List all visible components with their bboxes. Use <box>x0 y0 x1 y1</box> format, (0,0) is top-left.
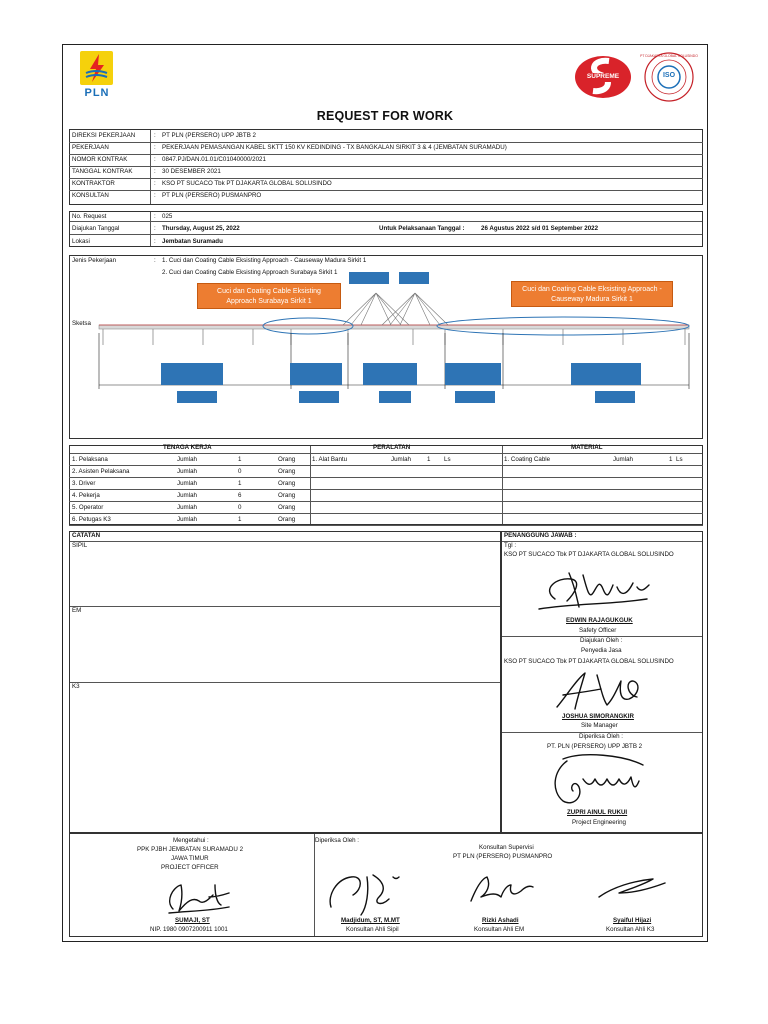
tenaga-name: 1. Pelaksana <box>72 456 108 463</box>
notes-k3: K3 <box>72 683 80 690</box>
info-label: DIREKSI PEKERJAAN <box>72 132 136 139</box>
pj-diperiksa: Diperiksa Oleh : <box>579 733 624 740</box>
sketch-label-box <box>379 391 411 403</box>
work-item-1: 1. Cuci dan Coating Cable Eksisting Approach - Causeway Madura Sirkit 1 <box>162 257 367 264</box>
callout-surabaya: Cuci dan Coating Cable Eksisting Approach Surabaya Sirkit 1 <box>197 283 341 309</box>
sketch-label-box <box>290 363 342 385</box>
resources-row-divider <box>69 525 703 526</box>
sketch-label-box <box>455 391 495 403</box>
sketch-label: Sketsa <box>72 320 91 327</box>
tenaga-header: TENAGA KERJA <box>163 444 212 451</box>
notes-em: EM <box>72 607 82 614</box>
pj-name-3: ZUPRI AINUL RUKUI <box>567 809 628 816</box>
tenaga-jumlah: Jumlah <box>177 480 197 487</box>
tenaga-name: 4. Pekerja <box>72 492 100 499</box>
location-value: Jembatan Suramadu <box>162 238 223 245</box>
peralatan-name: 1. Alat Bantu <box>312 456 348 463</box>
sketch-label-box <box>349 272 389 284</box>
resources-row-divider <box>69 513 703 514</box>
signature-zupri <box>543 751 653 811</box>
peralatan-qty: 1 <box>427 456 431 463</box>
material-name: 1. Coating Cable <box>504 456 551 463</box>
peralatan-unit: Ls <box>444 456 451 463</box>
resources-row-divider <box>69 489 703 490</box>
officer-nip: NIP. 1980 0907200911 1001 <box>150 926 228 933</box>
info-divider <box>69 142 703 143</box>
signature-edwin <box>537 559 657 615</box>
lightning-icon <box>80 51 113 85</box>
tenaga-unit: Orang <box>278 516 296 523</box>
info-divider <box>69 178 703 179</box>
tenaga-jumlah: Jumlah <box>177 468 197 475</box>
info-label: KONTRAKTOR <box>72 180 115 187</box>
officer-label: PROJECT OFFICER <box>161 864 219 871</box>
pln-logo <box>77 51 117 101</box>
consultant-2-role: Konsultan Ahli EM <box>474 926 525 933</box>
consultant-2-name: Rizki Ashadi <box>482 917 519 924</box>
diperiksa-label: Diperiksa Oleh : <box>315 837 360 844</box>
execution-date-value: 26 Agustus 2022 s/d 01 September 2022 <box>481 225 599 232</box>
notes-box <box>69 531 501 833</box>
signature-sumaji <box>159 875 239 917</box>
pj-company-1: KSO PT SUCACO Tbk PT DJAKARTA GLOBAL SOLUSINDO <box>504 551 674 558</box>
info-colon: : <box>154 192 156 199</box>
pj-company-3: PT. PLN (PERSERO) UPP JBTB 2 <box>547 743 643 750</box>
sketch-label-box <box>445 363 501 385</box>
info-value: 30 DESEMBER 2021 <box>162 168 221 175</box>
info-colon: : <box>154 132 156 139</box>
supreme-logo <box>573 55 633 99</box>
signature-rizki <box>461 871 541 911</box>
info-value: PT PLN (PERSERO) UPP JBTB 2 <box>162 132 256 139</box>
info-label: PEKERJAAN <box>72 144 109 151</box>
sketch-label-box <box>161 363 223 385</box>
info-colon: : <box>154 180 156 187</box>
notes-sipil: SIPIL <box>72 542 88 549</box>
material-qty: 1 <box>669 456 673 463</box>
material-unit: Ls <box>676 456 683 463</box>
tenaga-qty: 0 <box>238 504 242 511</box>
info-value: 0847.PJ/DAN.01.01/C01040000/2021 <box>162 156 266 163</box>
pj-penyedia: Penyedia Jasa <box>581 647 622 654</box>
pln-logo-text: PLN <box>84 87 110 99</box>
tenaga-jumlah: Jumlah <box>177 456 197 463</box>
tenaga-qty: 1 <box>238 516 242 523</box>
request-no-label: No. Request <box>72 213 107 220</box>
ppk-label: PPK PJBH JEMBATAN SURAMADU 2 <box>137 846 244 853</box>
konsultan-company: PT PLN (PERSERO) PUSMANPRO <box>453 853 553 860</box>
info-label: KONSULTAN <box>72 192 109 199</box>
info-value: PEKERJAAN PEMASANGAN KABEL SKTT 150 KV KEDINDING - TX BANGKALAN SIRKIT 3 & 4 (JEMBATAN SURAMADU) <box>162 144 507 151</box>
pj-role-1: Safety Officer <box>579 627 617 634</box>
konsultan-supervisi-label: Konsultan Supervisi <box>479 844 534 851</box>
tenaga-qty: 1 <box>238 456 242 463</box>
peralatan-header: PERALATAN <box>373 444 411 451</box>
info-divider <box>69 190 703 191</box>
notes-header: CATATAN <box>72 532 101 539</box>
tenaga-name: 3. Driver <box>72 480 96 487</box>
mengetahui-label: Mengetahui : <box>173 837 209 844</box>
djakarta-global-logo <box>639 51 699 103</box>
sketch-label-box <box>399 272 429 284</box>
tenaga-qty: 0 <box>238 468 242 475</box>
info-colon: : <box>154 144 156 151</box>
officer-name: SUMAJI, ST <box>175 917 210 924</box>
material-jumlah: Jumlah <box>613 456 633 463</box>
tenaga-unit: Orang <box>278 456 296 463</box>
logo-ring-text: PT DJAKARTA GLOBAL SOLUSINDO <box>640 54 698 58</box>
resources-row-divider <box>69 465 703 466</box>
tenaga-jumlah: Jumlah <box>177 516 197 523</box>
page-title: REQUEST FOR WORK <box>316 109 454 123</box>
tenaga-unit: Orang <box>278 504 296 511</box>
consultant-1-role: Konsultan Ahli Sipil <box>346 926 399 933</box>
sketch-label-box <box>299 391 339 403</box>
submit-date-label: Diajukan Tanggal <box>72 225 120 232</box>
tenaga-qty: 1 <box>238 480 242 487</box>
work-type-label: Jenis Pekerjaan <box>72 257 117 264</box>
consultant-3-name: Syaiful Hijazi <box>613 917 652 924</box>
tenaga-name: 5. Operator <box>72 504 104 511</box>
signature-syaiful <box>593 871 673 907</box>
pj-name-2: JOSHUA SIMORANGKIR <box>562 713 634 720</box>
tenaga-jumlah: Jumlah <box>177 504 197 511</box>
region-label: JAWA TIMUR <box>171 855 209 862</box>
sketch-label-box <box>363 363 417 385</box>
pj-role-2: Site Manager <box>581 722 618 729</box>
peralatan-jumlah: Jumlah <box>391 456 411 463</box>
execution-date-label: Untuk Pelaksanaan Tanggal : <box>379 225 465 232</box>
request-no-value: 025 <box>162 213 173 220</box>
info-label: TANGGAL KONTRAK <box>72 168 133 175</box>
tenaga-unit: Orang <box>278 492 296 499</box>
tenaga-name: 6. Petugas K3 <box>72 516 111 523</box>
info-divider <box>69 166 703 167</box>
signature-joshua <box>547 665 657 717</box>
pj-role-3: Project Engineering <box>572 819 627 826</box>
consultant-3-role: Konsultan Ahli K3 <box>606 926 655 933</box>
sketch-label-box <box>177 391 217 403</box>
tenaga-jumlah: Jumlah <box>177 492 197 499</box>
consultant-1-name: Madjidum, ST, M.MT <box>341 917 400 924</box>
iso-cert-text: ISO <box>662 72 676 79</box>
tenaga-unit: Orang <box>278 468 296 475</box>
info-label: NOMOR KONTRAK <box>72 156 128 163</box>
sketch-label-box <box>595 391 635 403</box>
callout-madura: Cuci dan Coating Cable Eksisting Approach - Causeway Madura Sirkit 1 <box>511 281 673 307</box>
pj-name-1: EDWIN RAJAGUKGUK <box>566 617 633 624</box>
tenaga-name: 2. Asisten Pelaksana <box>72 468 130 475</box>
tenaga-unit: Orang <box>278 480 296 487</box>
signature-madjidum <box>323 867 419 919</box>
work-item-2: 2. Cuci dan Coating Cable Eksisting Approach Surabaya Sirkit 1 <box>162 269 338 276</box>
request-form-sheet: PLN SUPREME PT DJAKARTA GLOBAL SOLUSINDO ISO REQUEST FOR WORK No. Request : 025 Diajukan Tanggal : Thursday, August 25, 2022 Untuk Pelaksanaan Tanggal : 26 Agustus 2022 s/d 01 September 2022 Lokasi : Jembatan Suramadu Jenis Pekerjaan : 1. Cuci dan Coating Cable Eksisting Approach - Causeway Madura Sirkit 1 2. Cuci dan Coating Cable Eksisting Approach Surabaya Sirkit 1 Sketsa Cuci dan Coating Cable Eksisting Approach Surabaya Sirkit 1 Cuci dan Coating Cable Eksisting Approach - Causeway Madura Sirkit 1 TENAGA KERJA PERALATAN MATERIAL 1. Alat Bantu Jumlah 1 Ls 1. Coating Cable Jumlah 1 Ls CATATAN SIPIL EM K3 PENANGGUNG JAWAB : Tgl : KSO PT SUCACO Tbk PT DJAKARTA GLOBAL SOLUSINDO EDWIN RAJAGUKGUK Safety Officer Diajukan Oleh : Penyedia Jasa KSO PT SUCACO Tbk PT DJAKARTA GLOBAL SOLUSINDO JOSHUA SIMORANGKIR Site Manager Diperiksa Oleh : PT. PLN (PERSERO) UPP JBTB 2 ZUPRI AINUL RUKUI Project Engineering Mengetahui : PPK PJBH JEMBATAN SURAMADU 2 JAWA TIMUR PROJECT OFFICER SUMAJI, ST NIP. 1980 0907200911 1001 Diperiksa Oleh : Konsultan Supervisi PT PLN (PERSERO) PUSMANPRO Madjidum, ST, M.MT Konsultan Ahli Sipil Rizki Ashadi Konsultan Ahli EM Syaiful Hijazi Konsultan Ahli K3 DIREKSI PEKERJAAN : PT PLN (PERSERO) UPP JBTB 2 PEKERJAAN : PEKERJAAN PEMASANGAN KABEL SKTT 150 KV KEDINDING - TX BANGKALAN SIRKIT 3 & 4 (JEMBATAN SURAMADU) NOMOR KONTRAK : 0847.PJ/DAN.01.01/C01040000/2021 TANGGAL KONTRAK : 30 DESEMBER 2021 KONTRAKTOR : KSO PT SUCACO Tbk PT DJAKARTA GLOBAL SOLUSINDO KONSULTAN : PT PLN (PERSERO) PUSMANPRO 1. Pelaksana Jumlah 1 Orang 2. Asisten Pelaksana Jumlah 0 Orang 3. Driver Jumlah 1 Orang 4. Pekerja Jumlah 6 Orang 5. Operator Jumlah 0 Orang 6. Petugas K3 Jumlah 1 Orang <box>62 44 708 942</box>
sketch-label-box <box>571 363 641 385</box>
submit-date-value: Thursday, August 25, 2022 <box>162 225 240 232</box>
info-colon: : <box>154 168 156 175</box>
pj-date-label: Tgl : <box>504 542 517 549</box>
responsible-header: PENANGGUNG JAWAB : <box>504 532 577 539</box>
info-colon: : <box>154 156 156 163</box>
material-header: MATERIAL <box>571 444 603 451</box>
supreme-logo-text: SUPREME <box>586 73 620 80</box>
tenaga-qty: 6 <box>238 492 242 499</box>
info-value: KSO PT SUCACO Tbk PT DJAKARTA GLOBAL SOLUSINDO <box>162 180 332 187</box>
info-value: PT PLN (PERSERO) PUSMANPRO <box>162 192 262 199</box>
info-divider <box>69 154 703 155</box>
resources-row-divider <box>69 477 703 478</box>
pj-diajukan: Diajukan Oleh : <box>580 637 623 644</box>
location-label: Lokasi <box>72 238 90 245</box>
resources-row-divider <box>69 501 703 502</box>
pj-company-2: KSO PT SUCACO Tbk PT DJAKARTA GLOBAL SOLUSINDO <box>504 658 674 665</box>
